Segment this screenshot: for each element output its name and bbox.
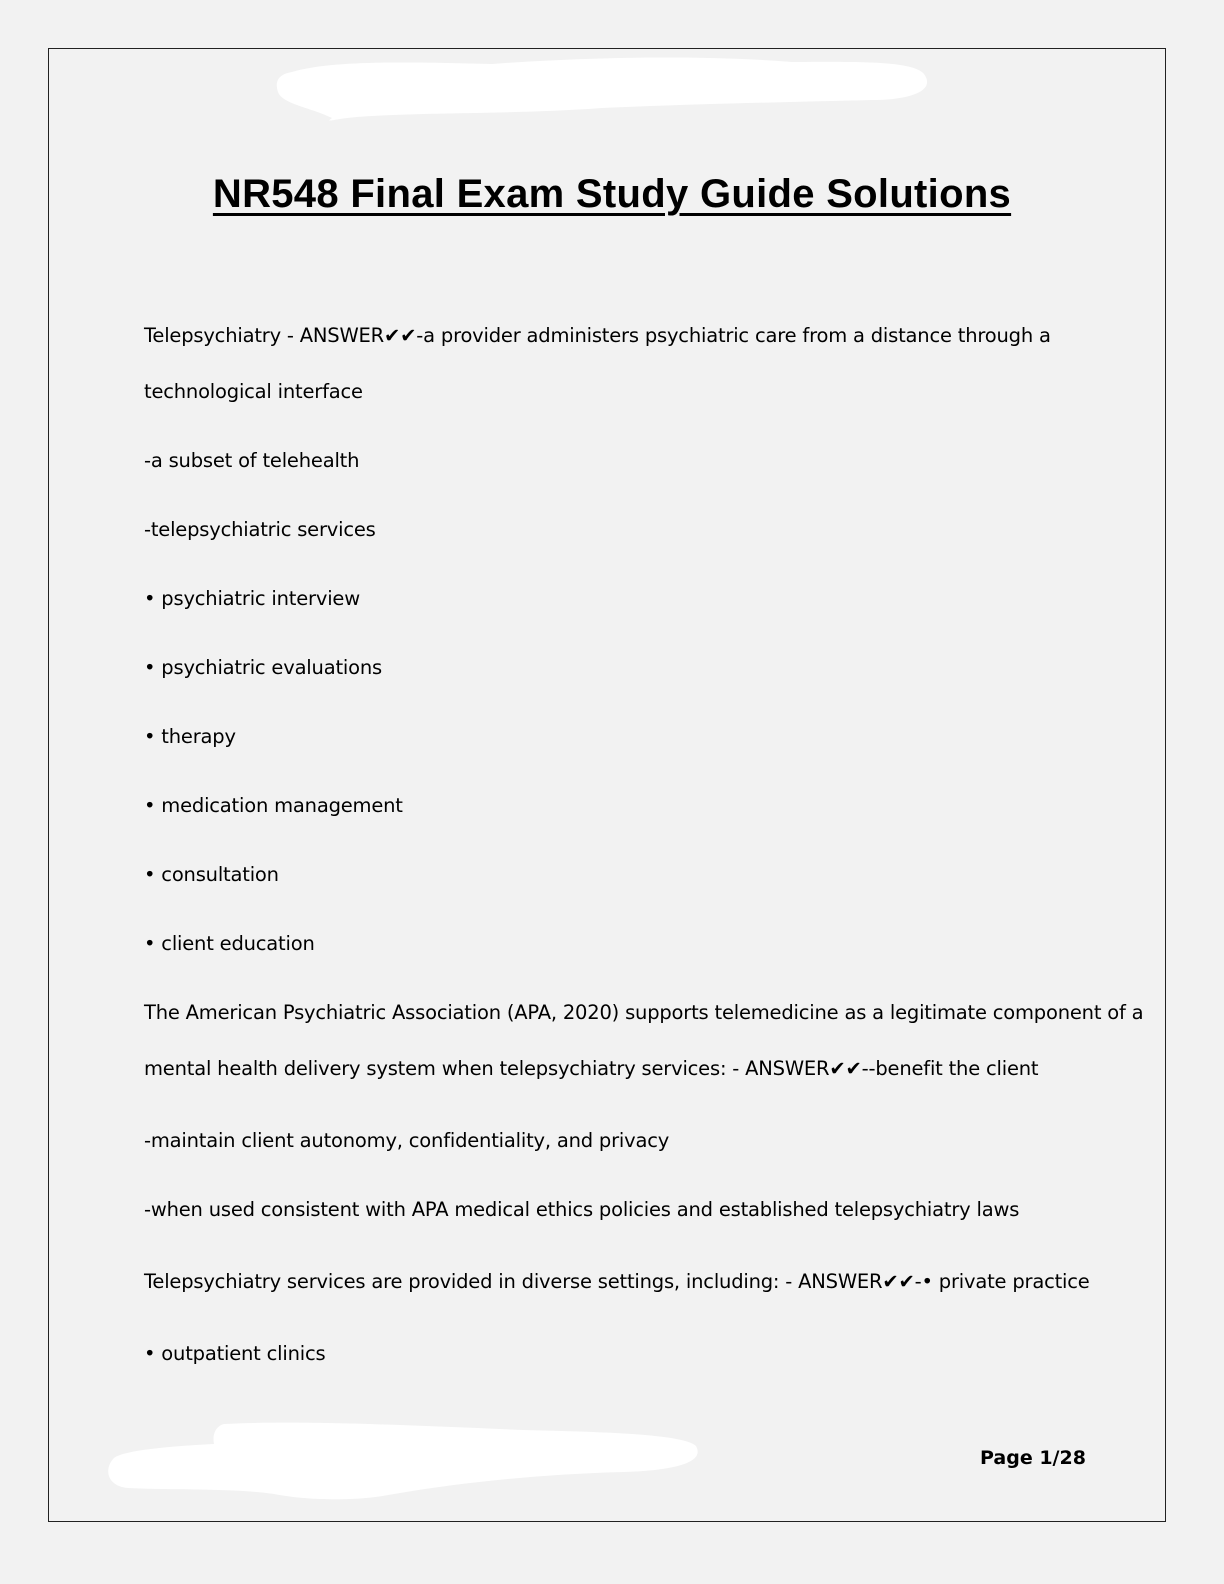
text-line: -when used consistent with APA medical ethics policies and established telepsychiatry laws (144, 1198, 1020, 1221)
text-line: mental health delivery system when telepsychiatry services: - ANSWER✔✔--benefit the client (144, 1057, 1039, 1080)
document-page (48, 48, 1166, 1522)
redaction-mark-top (272, 52, 936, 128)
bullet-item: • psychiatric evaluations (144, 656, 382, 679)
document-title: NR548 Final Exam Study Guide Solutions (212, 172, 1012, 216)
bullet-item: • client education (144, 932, 315, 955)
bullet-item: • consultation (144, 863, 279, 886)
bullet-item: • therapy (144, 725, 236, 748)
text-line: -telepsychiatric services (144, 518, 376, 541)
text-line: -maintain client autonomy, confidentiality, and privacy (144, 1129, 670, 1152)
redaction-mark-bottom (104, 1416, 704, 1504)
text-line: The American Psychiatric Association (APA, 2020) supports telemedicine as a legitimate component of a (144, 1001, 1144, 1024)
text-line: Telepsychiatry services are provided in diverse settings, including: - ANSWER✔✔-• private practice (144, 1270, 1090, 1293)
page-number: Page 1/28 (980, 1447, 1086, 1469)
bullet-item: • outpatient clinics (144, 1342, 326, 1365)
text-line: technological interface (144, 380, 363, 403)
text-line: -a subset of telehealth (144, 449, 360, 472)
text-line: Telepsychiatry - ANSWER✔✔-a provider administers psychiatric care from a distance through a (144, 324, 1051, 347)
bullet-item: • psychiatric interview (144, 587, 360, 610)
bullet-item: • medication management (144, 794, 403, 817)
